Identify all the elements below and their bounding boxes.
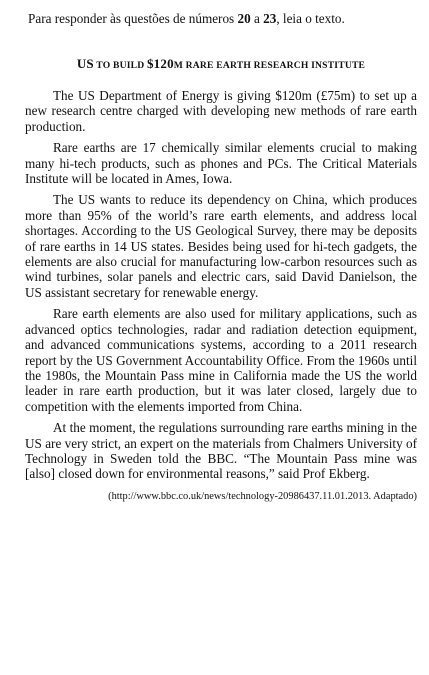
article-paragraph: Rare earth elements are also used for military applications, such as advanced optics technologies, radar and radiation detection equipment, and advanced communications systems, according to a 2011 research report by the US Government Accountability Office. From the 1960s until the 1980s, the Mountain Pass mine in California made the US the world leader in rare earth production, but it was later closed, largely due to competition with the elements imported from China. (25, 306, 417, 414)
instruction-ending: , leia o texto. (276, 11, 345, 26)
article-paragraph: Rare earths are 17 chemically similar elements crucial to making many hi-tech products, such as phones and PCs. The Critical Materials Institute will be located in Ames, Iowa. (25, 140, 417, 187)
instruction-text: Para responder às questões de números (28, 11, 238, 26)
headline-part: M RARE EARTH RESEARCH INSTITUTE (173, 60, 366, 71)
article-paragraph: The US Department of Energy is giving $120m (£75m) to set up a new research centre charged with developing new methods of rare earth production. (25, 88, 417, 134)
article-paragraph: At the moment, the regulations surrounding rare earths mining in the US are very strict, an expert on the materials from Chalmers University of Technology in Sweden told the BBC. “The Mountain Pass mine was [also] closed down for environmental reasons,” said Prof Ekberg. (25, 420, 417, 482)
instruction-connector: a (250, 11, 264, 26)
instruction-line (28, 10, 417, 28)
source-citation: (http://www.bbc.co.uk/news/technology-20986437.11.01.2013. Adaptado) (108, 490, 417, 502)
headline-part: TO BUILD (93, 60, 147, 71)
question-start-number: 20 (237, 11, 251, 26)
article-headline (25, 56, 417, 74)
headline-part: $120 (146, 56, 174, 71)
article-paragraph: The US wants to reduce its dependency on China, which produces more than 95% of the world’s rare earth elements, and address local shortages. According to the US Geological Survey, there may be deposits of rare earths in 14 US states. Besides being used for hi-tech gadgets, the elements are also crucial for manufacturing low-carbon resources such as wind turbines, solar panels and electric cars, said David Danielson, the US assistant secretary for renewable energy. (25, 192, 417, 300)
headline-part: US (76, 56, 94, 71)
article-body (25, 88, 417, 482)
question-end-number: 23 (263, 11, 277, 26)
